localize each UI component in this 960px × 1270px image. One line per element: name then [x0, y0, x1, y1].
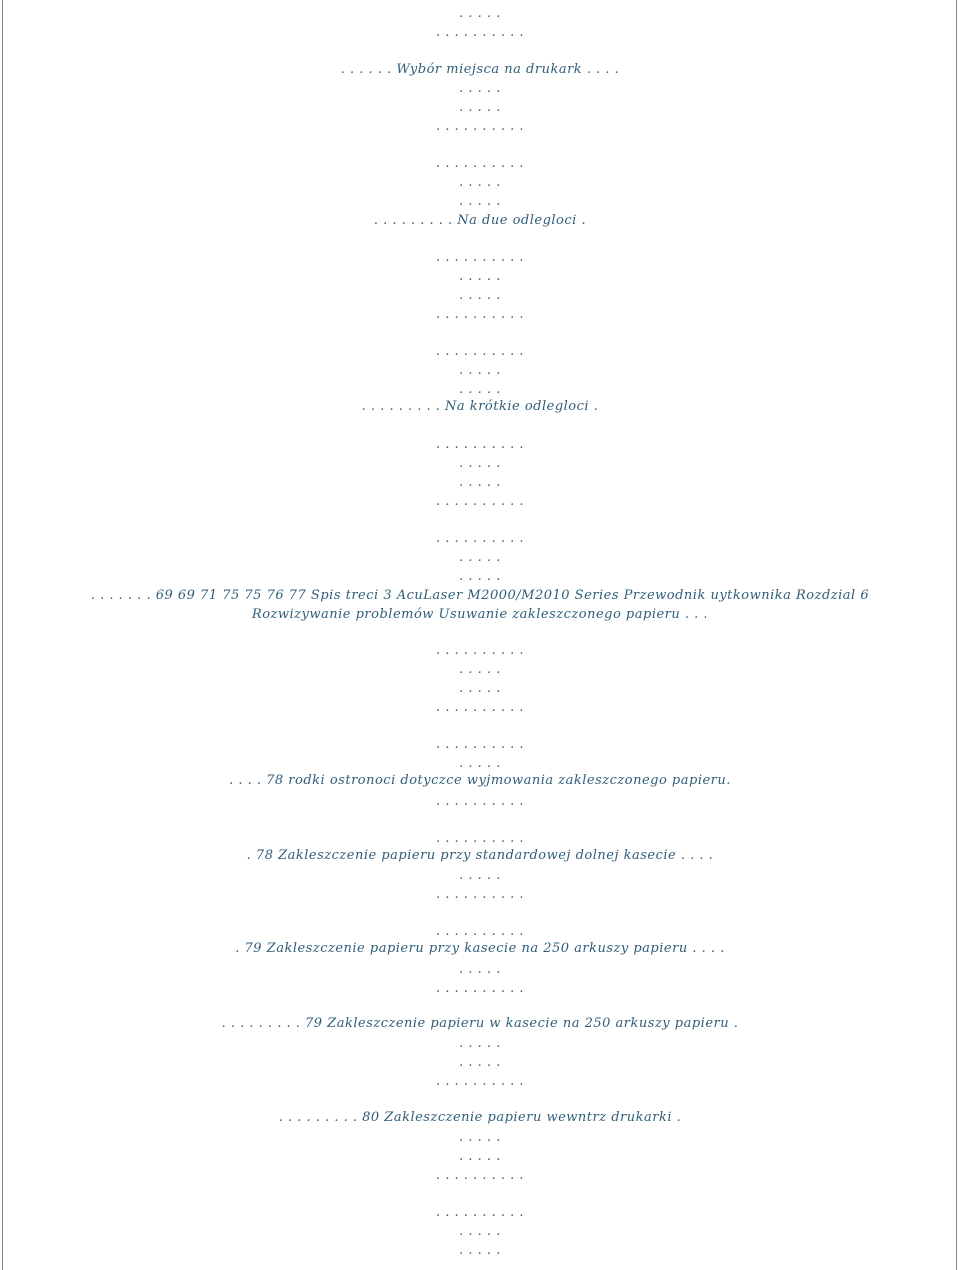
dot-leader-line: . . . . .: [459, 756, 501, 771]
dot-leader-line: . . . . . . . . . .: [435, 344, 524, 359]
dot-leader-line: . . . . . . . . . .: [435, 924, 524, 939]
dot-leader-line: . . . . .: [459, 1149, 501, 1164]
dot-leader-line: . . . . .: [459, 175, 501, 190]
dot-leader-line: . . . . .: [459, 81, 501, 96]
dot-leader-line: . . . . .: [459, 363, 501, 378]
dot-leader-line: . . . . .: [459, 1243, 501, 1258]
dot-leader-line: . . . . . . . . . .: [435, 250, 524, 265]
dot-leader-line: . . . . . . . . . .: [435, 1074, 524, 1089]
dot-leader-line: . . . . .: [459, 382, 501, 397]
dot-leader-line: . . . . . . . . . .: [435, 700, 524, 715]
dot-leader-line: . . . . . . . . . .: [435, 981, 524, 996]
dot-leader-line: . . . . .: [459, 475, 501, 490]
dot-leader-line: . . . . . . . . . .: [435, 643, 524, 658]
toc-entry-chapter-6-header: . . . . . . . 69 69 71 75 75 76 77 Spis treci 3 AcuLaser M2000/M2010 Series Przewodnik uytkownika Rozdzial 6 Rozwizywanie problemów Usuwanie zakleszczonego papieru . . .: [90, 588, 870, 622]
toc-entry-standard-cassette-jam: . 78 Zakleszczenie papieru przy standardowej dolnej kasecie . . . .: [246, 848, 714, 863]
dot-leader-line: . . . . .: [459, 868, 501, 883]
dot-leader-line: . . . . . . . . . .: [435, 437, 524, 452]
dot-leader-line: . . . . .: [459, 194, 501, 209]
dot-leader-line: . . . . . . . . . .: [435, 737, 524, 752]
dot-leader-line: . . . . . . . . . .: [435, 531, 524, 546]
dot-leader-line: . . . . . . . . . .: [435, 494, 524, 509]
dot-leader-line: . . . . .: [459, 1130, 501, 1145]
dot-leader-line: . . . . .: [459, 1036, 501, 1051]
dot-leader-line: . . . . .: [459, 100, 501, 115]
dot-leader-line: . . . . . . . . . .: [435, 307, 524, 322]
dot-leader-line: . . . . .: [459, 962, 501, 977]
dot-leader-line: . . . . . . . . . .: [435, 1205, 524, 1220]
dot-leader-line: . . . . . . . . . .: [435, 831, 524, 846]
dot-leader-line: . . . . .: [459, 681, 501, 696]
dot-leader-line: . . . . .: [459, 6, 501, 21]
dot-leader-line: . . . . .: [459, 662, 501, 677]
dot-leader-line: . . . . .: [459, 456, 501, 471]
dot-leader-line: . . . . . . . . . .: [435, 887, 524, 902]
dot-leader-line: . . . . .: [459, 569, 501, 584]
dot-leader-line: . . . . .: [459, 1224, 501, 1239]
toc-entry-250-sheet-cassette-inside-jam: . . . . . . . . . 79 Zakleszczenie papieru w kasecie na 250 arkuszy papieru .: [221, 1016, 739, 1031]
dot-leader-line: . . . . .: [459, 550, 501, 565]
dot-leader-line: . . . . . . . . . .: [435, 1168, 524, 1183]
toc-entry-long-distance: . . . . . . . . . Na due odlegloci .: [373, 213, 587, 228]
toc-entry-printer-location: . . . . . . Wybór miejsca na drukark . . . .: [340, 62, 620, 77]
toc-entry-printer-inside-jam: . . . . . . . . . 80 Zakleszczenie papieru wewntrz drukarki .: [278, 1110, 682, 1125]
toc-entry-250-sheet-cassette-jam: . 79 Zakleszczenie papieru przy kasecie na 250 arkuszy papieru . . . .: [235, 941, 725, 956]
toc-entry-short-distance: . . . . . . . . . Na krótkie odlegloci .: [361, 399, 599, 414]
dot-leader-line: . . . . . . . . . .: [435, 25, 524, 40]
dot-leader-line: . . . . . . . . . .: [435, 156, 524, 171]
toc-entry-safety-precautions: . . . . 78 rodki ostronoci dotyczce wyjmowania zakleszczonego papieru.: [229, 773, 731, 788]
dot-leader-line: . . . . .: [459, 1055, 501, 1070]
dot-leader-line: . . . . . . . . . .: [435, 119, 524, 134]
dot-leader-line: . . . . .: [459, 288, 501, 303]
dot-leader-line: . . . . . . . . . .: [435, 794, 524, 809]
dot-leader-line: . . . . .: [459, 269, 501, 284]
